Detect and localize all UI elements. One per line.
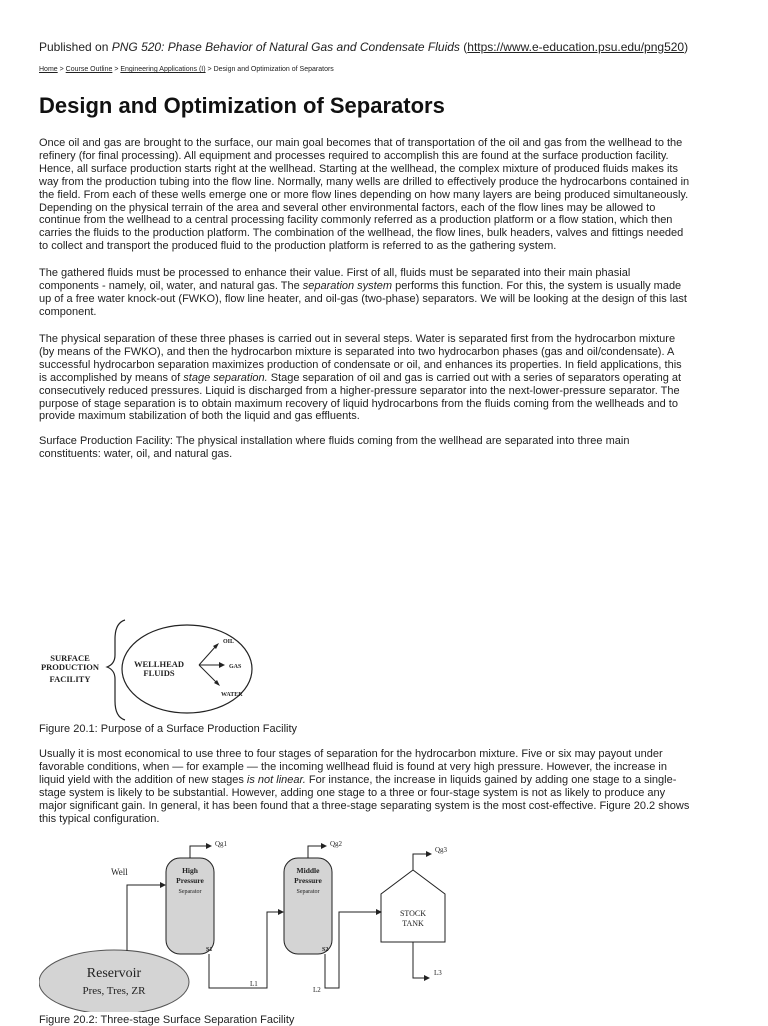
paragraph-stages: Usually it is most economical to use three to four stages of separation for the hydrocarbon mixture. Five or six may payout under favorable conditions, when — for example — the incoming wellhead fluid is found at very high pressure. However, the increase in liquid yield with the addition of new stages is not linear. For instance, the increase in liquids gained by adding one stage to a single- stage system is likely to be substantial. However, adding one stage to a three or four-stage system is not as likely to produce any major significant gain. In general, it has been found that a three-stage separating system is the most cost-effective. Figure 20.2 shows this typical configuration. (39, 748, 690, 825)
tank-label-1: STOCK (399, 909, 427, 918)
hp-label-3: Separator (178, 889, 202, 895)
water-label: WATER (221, 692, 243, 698)
gas-arrowhead-2 (321, 843, 327, 849)
qg1-label: Qg1 (215, 840, 228, 848)
figure-surface-production-facility (35, 617, 275, 721)
paragraph-separation-system: The gathered fluids must be processed to enhance their value. First of all, fluids must be separated into their main phasial components - namely, oil, water, and natural gas. The separation system performs this function. For this, the system is usually made up of a free water knock-out (FWKO), flow line heater, and oil-gas (two-phase) separators. We will be looking at the design of this last component. (39, 267, 687, 318)
figure-three-stage-separation (39, 830, 459, 1012)
facility-label-1: SURFACE (50, 653, 90, 663)
liquid-line-1 (209, 912, 279, 988)
qg2-label: Qg2 (330, 840, 343, 848)
facility-label-3: FACILITY (49, 674, 91, 684)
reservoir-ellipse (39, 950, 189, 1012)
breadcrumb-home-link[interactable]: Home (39, 66, 58, 73)
stock-tank (381, 870, 445, 942)
paragraph-definition: Surface Production Facility: The physical installation where fluids coming from the wellhead are separated into three main constituents: water, oil, and natural gas. (39, 435, 630, 460)
gas-label: GAS (229, 664, 242, 670)
page-title: Design and Optimization of Separators (39, 93, 445, 118)
mp-label-2: Pressure (294, 876, 322, 885)
hp-label-2: Pressure (176, 876, 204, 885)
arrow-water (199, 665, 217, 683)
well-label: Well (111, 867, 128, 877)
well-arrowhead (160, 882, 166, 888)
s2-label: S2 (322, 947, 329, 953)
oil-label: OIL (223, 639, 235, 645)
tank-label-2: TANK (402, 919, 424, 928)
facility-label-2: PRODUCTION (40, 662, 100, 672)
liquid-line-2 (325, 912, 377, 988)
figure-1-caption: Figure 20.1: Purpose of a Surface Production Facility (39, 723, 298, 735)
liquid-arrowhead-1 (278, 909, 284, 915)
paragraph-intro: Once oil and gas are brought to the surface, our main goal becomes that of transportation of the oil and gas from the wellhead to the refinery (for final processing). All equipment and processes required to accomplish this are found at the surface production facility. Hence, all surface production starts right at the wellhead. Starting at the wellhead, the complex mixture of produced fluids makes its way from the production tubing into the flow line. Normally, many wells are drilled to effectively produce the hydrocarbons contained in the field. From each of these wells emerge one or more flow lines depending on how many layers are being produced simultaneously. Depending on the physical terrain of the area and several other environmental factors, each of the flow lines may be allowed to continue from the wellhead to a central processing facility commonly referred as a production platform or a flow station, which then carries the fluids to the production platform. The combination of the wellhead, the flow lines, bulk headers, valves and fittings needed to collect and transport the produced fluid to the production platform is referred to as the gathering system. (39, 137, 690, 253)
qg3-label: Qg3 (435, 846, 448, 854)
breadcrumb: Home > Course Outline > Engineering Applications (I) > Design and Optimization of Separators (39, 66, 334, 73)
arrowhead-gas (219, 662, 225, 668)
wellhead-label-1: WELLHEAD (133, 659, 185, 669)
arrow-oil (199, 646, 216, 665)
l3-label: L3 (434, 969, 442, 977)
gas-line-3 (413, 854, 427, 870)
reservoir-label: Reservoir (86, 966, 142, 981)
gas-line-1 (190, 846, 207, 858)
figure-2-caption: Figure 20.2: Three-stage Surface Separation Facility (39, 1014, 295, 1026)
hp-label-1: High (182, 866, 198, 875)
mp-label-1: Middle (296, 866, 320, 875)
published-line: Published on PNG 520: Phase Behavior of Natural Gas and Condensate Fluids (https://www.e-education.psu.edu/png520) (39, 40, 689, 54)
s1-label: S1 (206, 947, 213, 953)
wellhead-label-2: FLUIDS (143, 668, 175, 678)
paragraph-stage-separation: The physical separation of these three phases is carried out in several steps. Water is separated first from the hydrocarbon mixture (by means of the FWKO), and then the hydrocarbon mixture is separated into two hydrocarbon phases (gas and oil/condensate). A successful hydrocarbon separation maximizes production of condensate or oil, and enhances its properties. In field applications, this is accomplished by means of stage separation. Stage separation of oil and gas is carried out with a series of separators operating at consecutively reduced pressures. Liquid is discharged from a higher-pressure separator into the next-lower-pressure separator. The purpose of stage separation is to obtain maximum recovery of liquid hydrocarbons from the fluids coming from the wellheads and to provide maximum stabilization of both the liquid and gas effluents. (39, 333, 682, 423)
breadcrumb-apps-link[interactable]: Engineering Applications (I) (120, 66, 206, 73)
liquid-line-3 (413, 942, 425, 978)
course-title: PNG 520: Phase Behavior of Natural Gas and Condensate Fluids (111, 40, 460, 54)
gas-line-2 (308, 846, 322, 858)
gas-arrowhead-3 (426, 851, 432, 857)
breadcrumb-current: Design and Optimization of Separators (213, 66, 334, 73)
l2-label: L2 (313, 986, 321, 994)
gas-arrowhead-1 (206, 843, 212, 849)
breadcrumb-outline-link[interactable]: Course Outline (65, 66, 113, 73)
reservoir-properties: Pres, Tres, ZR (82, 985, 146, 997)
liquid-arrowhead-3 (424, 975, 430, 981)
course-url-link[interactable]: https://www.e-education.psu.edu/png520 (467, 40, 685, 54)
mp-label-3: Separator (296, 889, 320, 895)
well-line (127, 885, 161, 951)
l1-label: L1 (250, 980, 258, 988)
